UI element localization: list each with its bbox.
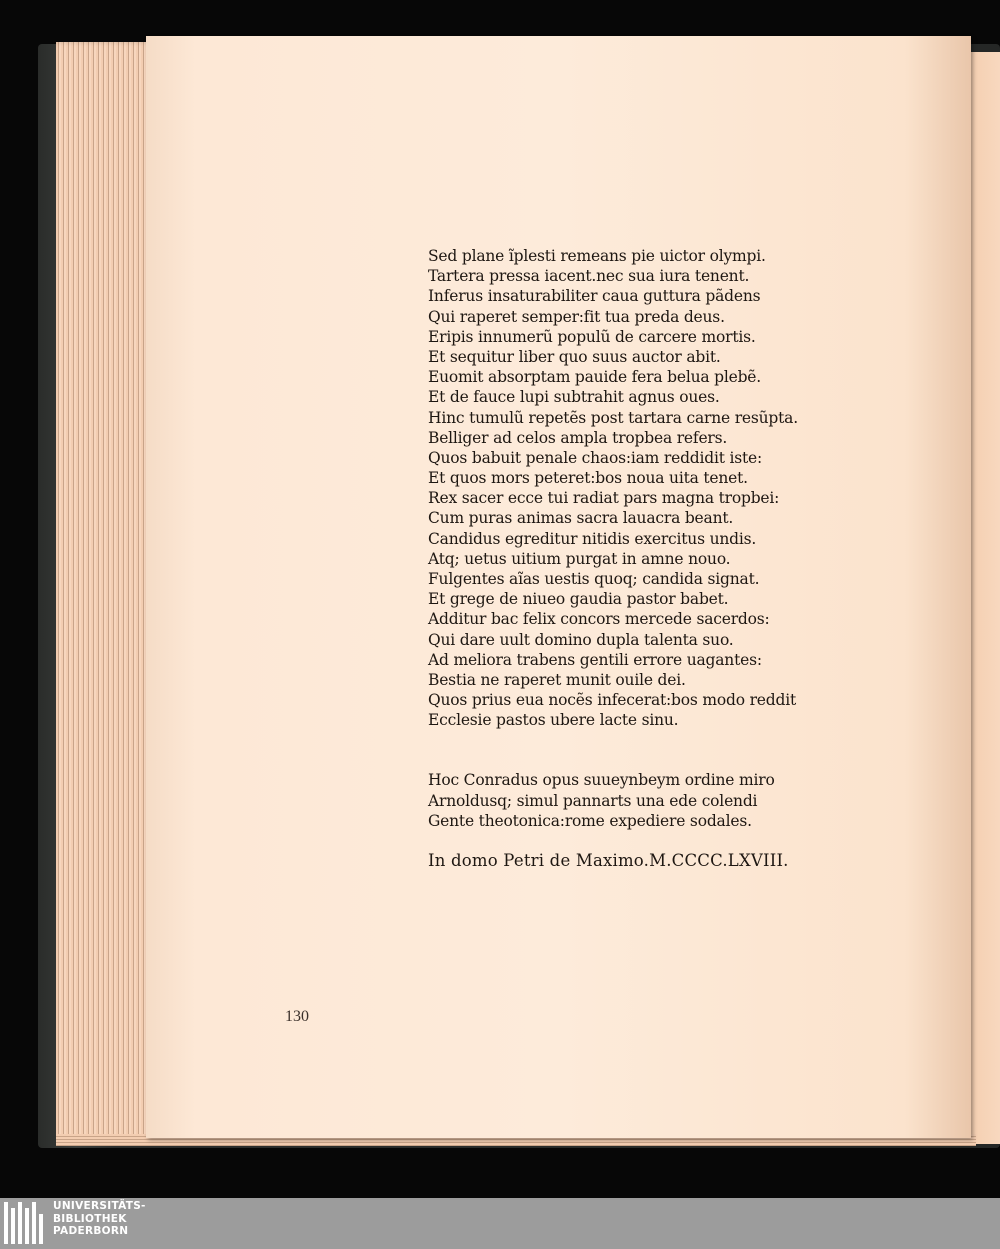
colophon-line: Hoc Conradus opus suueynbeym ordine miro <box>428 771 775 789</box>
poem-line: Inferus insaturabiliter caua guttura pãdens <box>428 287 761 306</box>
poem-line: Qui raperet semper:fit tua preda deus. <box>428 307 725 326</box>
poem-line: Candidus egreditur nitidis exercitus undis. <box>428 529 757 548</box>
poem-line: Quos prius eua nocẽs infecerat:bos modo reddit <box>428 691 796 710</box>
poem-line: Et quos mors peteret:bos noua uita tenet. <box>428 469 748 488</box>
poem-line: Belliger ad celos ampla tropbea refers. <box>428 428 728 447</box>
poem-line: Et de fauce lupi subtrahit agnus oues. <box>428 388 720 407</box>
poem-line: Et sequitur liber quo suus auctor abit. <box>428 347 721 366</box>
colophon-line: Arnoldusq; simul pannarts una ede colendi <box>428 791 758 810</box>
poem-line: Sed plane ĩplesti remeans pie uictor olympi. <box>428 247 766 265</box>
poem-line: Ecclesie pastos ubere lacte sinu. <box>428 711 679 730</box>
poem-line: Bestia ne raperet munit ouile dei. <box>428 670 686 689</box>
poem-line: Tartera pressa iacent.nec sua iura tenent. <box>428 267 750 286</box>
colophon <box>428 770 848 832</box>
poem-line: Fulgentes aĩas uestis quoq; candida signat. <box>428 570 760 588</box>
imprint-line: In domo Petri de Maximo.M.CCCC.LXVIII. <box>428 851 789 870</box>
poem-line: Euomit absorptam pauide fera belua plebẽ. <box>428 368 762 387</box>
footer-bar <box>0 1198 1000 1249</box>
poem-line: Eripis innumerũ populũ de carcere mortis. <box>428 327 756 346</box>
poem-line: Qui dare uult domino dupla talenta suo. <box>428 630 734 649</box>
poem-line: Atq; uetus uitium purgat in amne nouo. <box>428 549 731 568</box>
library-name-line: BIBLIOTHEK <box>53 1212 127 1225</box>
poem-line: Ad meliora trabens gentili errore uagantes: <box>428 650 762 669</box>
poem-line: Et grege de niueo gaudia pastor babet. <box>428 590 729 609</box>
colophon-line: Gente theotonica:rome expediere sodales. <box>428 812 752 830</box>
page-number: 130 <box>285 1008 309 1025</box>
poem-line: Quos babuit penale chaos:iam reddidit iste: <box>428 448 763 467</box>
library-name-line: PADERBORN <box>53 1225 129 1237</box>
poem-text <box>428 246 848 731</box>
poem-line: Cum puras animas sacra lauacra beant. <box>428 509 734 528</box>
ub-paderborn-logo-icon <box>4 1200 46 1246</box>
poem-line: Rex sacer ecce tui radiat pars magna tropbei: <box>428 489 780 508</box>
poem-line: Additur bac felix concors mercede sacerdos: <box>428 610 770 629</box>
library-name-line: UNIVERSITÄTS- <box>53 1200 146 1212</box>
library-name <box>53 1200 146 1238</box>
poem-line: Hinc tumulũ repetẽs post tartara carne resũpta. <box>428 408 798 427</box>
